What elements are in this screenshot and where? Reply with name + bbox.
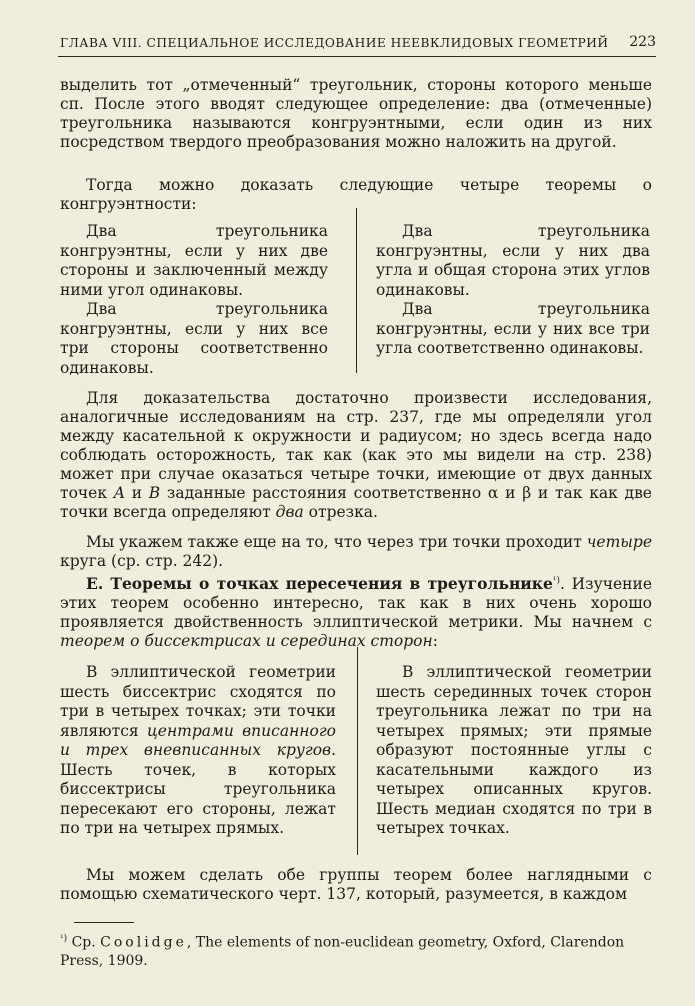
section-e-paragraph [60, 572, 652, 651]
proof-text-3: и так как две точки всегда определяют [60, 484, 652, 521]
congruence-lead-text: Тогда можно доказать следующие четыре теоремы о конгруэнтности: [60, 176, 652, 213]
footnote-ref: ¹) [552, 576, 560, 586]
point-b: B [148, 484, 161, 502]
bisector-theorem [60, 663, 336, 839]
running-header [60, 36, 656, 50]
footnote-title: , The elements of non-euclidean geometry, Oxford, Clarendon Press, 1909. [60, 934, 625, 969]
congruence-right-column [376, 222, 650, 359]
proof-text-4: отрезка. [308, 503, 378, 521]
theorem-asa: Два треугольника конгруэнтны, если у них два угла и общая сторона этих углов одинаковы. [376, 222, 650, 299]
footnote-cp: Cp. [71, 934, 96, 951]
bisector-text-1: В эллиптической геометрии шесть биссектрис сходятся по три в четырех точках; эти точки являются [60, 663, 336, 740]
theorem-sas: Два треугольника конгруэнтны, если у них две стороны и заключенный между ними угол одинаковы. [60, 222, 328, 299]
alpha-symbol: α [487, 484, 499, 502]
chapter-title: ГЛАВА VIII. СПЕЦИАЛЬНОЕ ИССЛЕДОВАНИЕ НЕЕВКЛИДОВЫХ ГЕОМЕТРИЙ [60, 36, 609, 50]
closing-paragraph [60, 866, 652, 904]
proof-text-and: и [131, 484, 143, 502]
congruence-left-column [60, 222, 328, 378]
theorem-sss: Два треугольника конгруэнтны, если у них все три стороны соответственно одинаковы. [60, 300, 328, 377]
chetyre-italic: четыре [586, 533, 653, 551]
column-divider-2 [357, 647, 358, 855]
proof-paragraph [60, 389, 652, 522]
point-a: A [113, 484, 125, 502]
proof-text-and-2: и [505, 484, 516, 502]
median-theorem: В эллиптической геометрии шесть серединных точек сторон треугольника лежат по три на четырех прямых; эти прямые образуют постоянные углы с касательными каждого из четырех описанных кругов. Шесть медиан сходятся по три в четырех точках. [376, 663, 652, 837]
circle-text-1: Мы укажем также еще на то, что через три точки проходит [86, 533, 582, 551]
median-column [376, 663, 652, 839]
closing-text: Мы можем сделать обе группы теорем более наглядными с помощью схематического черт. 137, который, разумеется, в каждом [60, 866, 652, 903]
section-e-italic: теорем о биссектрисах и серединах сторон [60, 632, 433, 651]
section-e-colon: : [432, 632, 438, 651]
footnote-mark: ¹) [60, 934, 68, 944]
page-number: 223 [629, 34, 656, 50]
intro-text: выделить тот „отмеченный“ треугольник, стороны которого меньше cπ. После этого вводят следующее определение: два (отмеченные) треугольника называются конгруэнтными, если один из них посредством твердого преобразования можно наложить на другой. [60, 76, 652, 151]
beta-symbol: β [522, 484, 532, 502]
bisector-italic: центрами вписанного и трех вневписанных кругов [60, 721, 336, 759]
section-e-text-1: . Изучение этих теорем особенно интересно, так как в них очень хорошо проявляется двойственность эллиптической метрики. Мы начнем с [60, 575, 652, 632]
dva-italic: два [275, 503, 304, 521]
proof-text-1: Для доказательства достаточно произвести исследования, аналогичные исследованиям на стр. 237, где мы определяли угол между касательной к окружности и радиусом; но здесь всегда надо соблюдать осторожность, так как (как это мы видели на стр. 238) может при случае оказаться четыре точки, имеющие от двух данных точек [60, 389, 652, 502]
footnote [60, 930, 652, 970]
circle-paragraph [60, 533, 652, 571]
footnote-author: Coolidge [100, 934, 187, 951]
circle-text-2: круга (ср. стр. 242). [60, 552, 224, 570]
theorem-aaa: Два треугольника конгруэнтны, если у них все три угла соответственно одинаковы. [376, 300, 650, 357]
section-e-heading: Е. Теоремы о точках пересечения в треугольнике [86, 574, 553, 594]
header-rule [58, 56, 656, 57]
footnote-rule [74, 922, 134, 923]
bisector-column [60, 663, 336, 839]
proof-text-2: заданные расстояния соответственно [166, 484, 482, 502]
intro-paragraph [60, 76, 652, 152]
bisector-text-2: . Шесть точек, в которых биссектрисы треугольника пересекают его стороны, лежат по три на четырех прямых. [60, 741, 336, 837]
column-divider [356, 208, 357, 373]
